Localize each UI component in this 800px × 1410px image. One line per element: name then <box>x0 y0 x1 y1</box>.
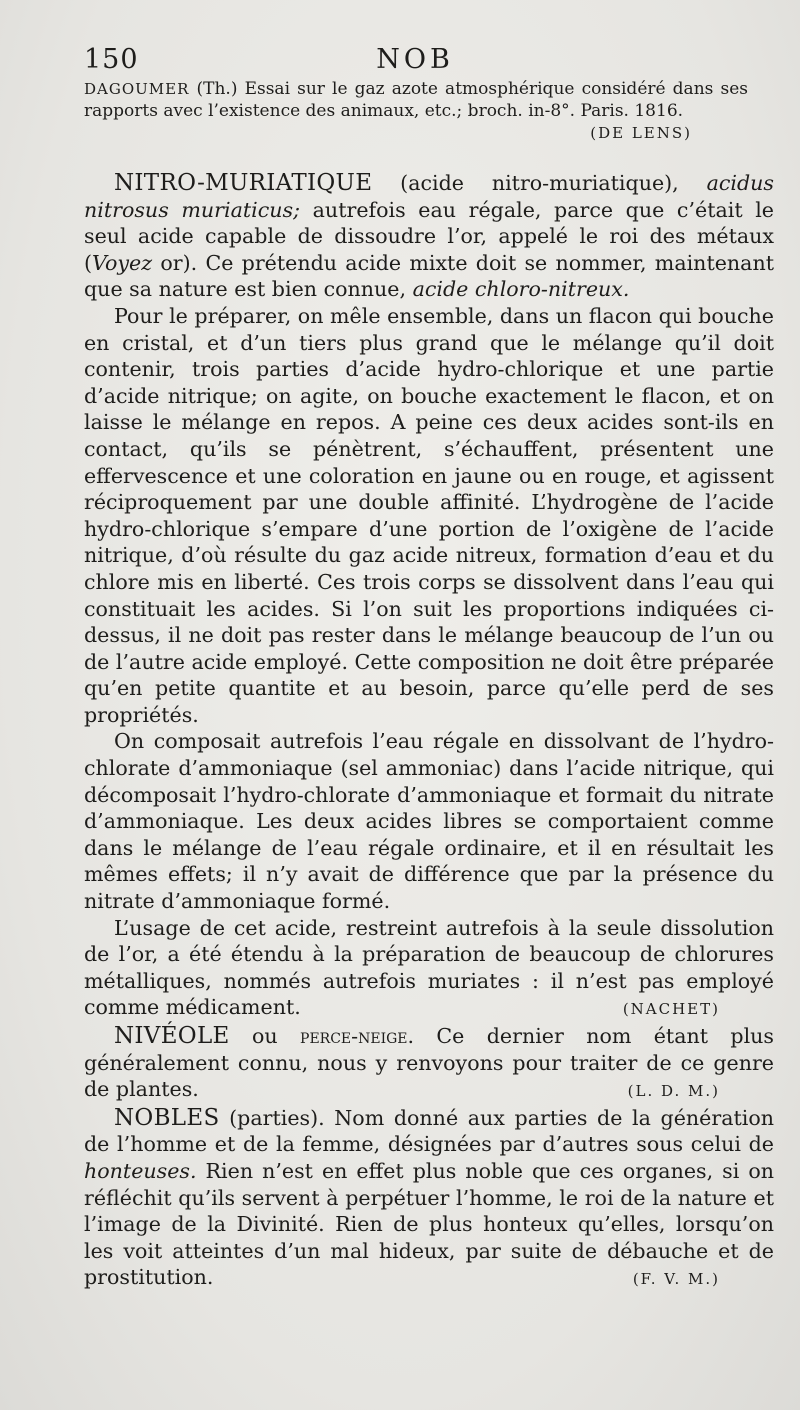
entry-text: Pour le préparer, on mêle ensemble, dans un flacon qui bouche en cristal, et d’un tiers plus grand que le mélange qu’il doit contenir, trois parties d’acide hydro-chlorique et une partie d’acide nitrique; on agite, on bouche exactement le flacon, et on laisse le mélange en repos. A peine ces deux acides sont-ils en contact, qu’ils se pénètrent, s’échauffent, présentent une effervescence et une coloration en jaune ou en rouge, et agissent réciproquement par une double affinité. L’hydrogène de l’acide hydro-chlorique s’empare d’une portion de l’oxigène de l’acide nitrique, d’où résulte du gaz acide nitreux, formation d’eau et du chlore mis en liberté. Ces trois corps se dissolvent dans l’eau qui constituait les acides. Si l’on suit les proportions indiquées ci-dessus, il ne doit pas rester dans le mélange beaucoup de l’un ou de l’autre acide employé. Cette composition ne doit être préparée qu’en petite quantite et au besoin, parce qu’elle perd de ses propriétés. <box>84 303 774 727</box>
entry-text: (parties). Nom donné aux parties de la génération de l’homme et de la femme, désignées par d’autres sous celui de <box>84 1105 774 1157</box>
italic-text: honteuses. <box>84 1158 197 1183</box>
entry-signature: (NACHET) <box>622 1000 720 1019</box>
entry-text: autrefois eau régale, parce que c’était le seul acide capable de dissoudre l’or, appelé le roi des métaux ( <box>84 197 774 275</box>
reference-text: (Th.) Essai sur le gaz azote atmosphérique considéré dans ses rapports avec l’existence des animaux, etc.; broch. in-8°. Paris. 1816. <box>84 79 748 121</box>
entry-paragraph-lead <box>84 1023 774 1105</box>
entry-headword: NOBLES <box>114 1104 220 1131</box>
italic-text: acide chloro-nitreux. <box>412 277 630 302</box>
entry-text: ou <box>229 1024 301 1048</box>
italic-text: Voyez <box>92 250 153 275</box>
entry-paragraph <box>84 915 774 1023</box>
entry-signature: (F. V. M.) <box>632 1270 720 1289</box>
entry-headword: NIVÉOLE <box>114 1023 230 1049</box>
entry-text: Rien n’est en effet plus noble que ces organes, si on réfléchit qu’ils servent à perpétuer l’homme, le roi de la nature et l’image de la Divinité. Rien de plus honteux qu’elles, lorsqu’on les voit atteintes d’un mal hideux, par suite de débauche et de prostitution. <box>84 1158 774 1290</box>
entry-paragraph <box>84 303 774 729</box>
entry-text: perce-neige <box>300 1024 408 1048</box>
entry-text: . Ce dernier nom étant plus généralement connu, nous y renvoyons pour traiter de ce genre de plantes. <box>84 1024 774 1102</box>
dictionary-entries <box>84 170 774 1293</box>
entry-paragraph-lead <box>84 170 774 303</box>
entry-text: (acide nitro-muriatique), <box>372 171 707 195</box>
entry-text: On composait autrefois l’eau régale en dissolvant de l’hydro-chlorate d’ammoniaque (sel ammoniac) dans l’acide nitrique, qui décomposait l’hydro-chlorate d’ammoniaque et formait du nitrate d’ammoniaque. Les deux acides libres se comportaient comme dans le mélange de l’eau régale ordinaire, et il en résultait les mêmes effets; il n’y avait de différence que par la présence du nitrate d’ammoniaque formé. <box>84 729 774 914</box>
entry-paragraph-lead <box>84 1105 774 1293</box>
bibliographic-reference <box>84 78 748 144</box>
italic-text: acidus nitrosus muriaticus; <box>84 171 774 222</box>
entry-headword: NITRO-MURIATIQUE <box>114 170 373 196</box>
running-head: NOB <box>376 44 454 75</box>
entry-paragraph <box>84 728 774 914</box>
page-number: 150 <box>84 44 139 75</box>
reference-signature: (DE LENS) <box>590 124 692 142</box>
entry-text: or). Ce prétendu acide mixte doit se nommer, maintenant que sa nature est bien connue, <box>84 250 774 302</box>
entry-text: L’usage de cet acide, restreint autrefois à la seule dissolution de l’or, a été étendu à la préparation de beaucoup de chlorures métalliques, nommés autrefois muriates : il n’est pas employé comme médicament. <box>84 915 774 1020</box>
reference-author: DAGOUMER <box>84 80 190 98</box>
entry-signature: (L. D. M.) <box>627 1082 720 1101</box>
